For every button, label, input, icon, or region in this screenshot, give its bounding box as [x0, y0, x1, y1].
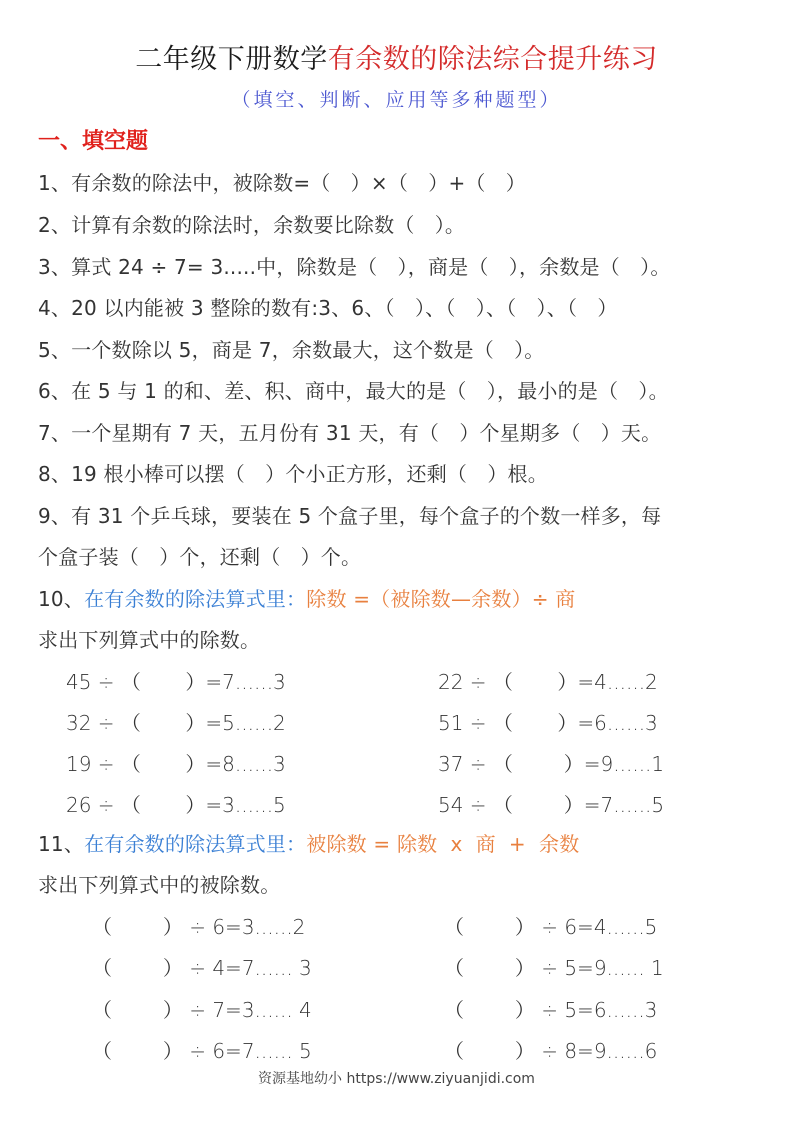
q11-equation-4: （ ） ÷ 6=7...... 5	[92, 1039, 312, 1063]
title-highlight: 有余数的除法综合提升练习	[327, 44, 658, 75]
question-8: 8、19 根小棒可以摆（ ）个小正方形，还剩（ ）根。	[38, 462, 548, 486]
q11-equation-1: （ ） ÷ 6=3......2	[92, 915, 306, 939]
question-5: 5、一个数除以 5，商是 7，余数最大，这个数是（ ）。	[38, 338, 545, 362]
q10-equation-1: 45 ÷ （ ）=7......3	[66, 670, 286, 694]
q10-equation-6: 51 ÷ （ ）=6......3	[438, 711, 658, 735]
q11-equation-2: （ ） ÷ 4=7...... 3	[92, 956, 312, 980]
q11-equation-5: （ ） ÷ 6=4......5	[444, 915, 658, 939]
page-subtitle: （填空、判断、应用等多种题型）	[231, 89, 562, 111]
question-4: 4、20 以内能被 3 整除的数有:3、6、（ ）、（ ）、（ ）、（ ）	[38, 296, 618, 320]
question-9-line-2: 个盒子装（ ）个，还剩（ ）个。	[38, 545, 362, 569]
question-1: 1、有余数的除法中，被除数=（ ）×（ ）+（ ）	[38, 171, 526, 195]
question-3: 3、算式 24 ÷ 7= 3.....中，除数是（ ），商是（ ），余数是（ ）。	[38, 255, 671, 279]
q11-formula: 被除数 = 除数 x 商 + 余数	[306, 832, 580, 856]
q10-equation-5: 22 ÷ （ ）=4......2	[438, 670, 658, 694]
q10-equation-2: 32 ÷ （ ）=5......2	[66, 711, 286, 735]
q11-number: 11、	[38, 832, 85, 856]
page-title	[0, 40, 793, 80]
question-6: 6、在 5 与 1 的和、差、积、商中，最大的是（ ），最小的是（ ）。	[38, 379, 669, 403]
q10-equation-3: 19 ÷ （ ）=8......3	[66, 752, 286, 776]
section-heading-fill-in: 一、填空题	[38, 129, 149, 154]
q11-equation-8: （ ） ÷ 8=9......6	[444, 1039, 658, 1063]
q11-equation-3: （ ） ÷ 7=3...... 4	[92, 998, 312, 1022]
question-7: 7、一个星期有 7 天，五月份有 31 天，有（ ）个星期多（ ）天。	[38, 421, 662, 445]
q11-equation-7: （ ） ÷ 5=6......3	[444, 998, 658, 1022]
q10-equation-4: 26 ÷ （ ）=3......5	[66, 793, 286, 817]
question-11-header	[38, 829, 579, 859]
q11-equation-6: （ ） ÷ 5=9...... 1	[444, 956, 664, 980]
question-10-header	[38, 584, 576, 614]
q10-formula: 除数 =（被除数—余数）÷ 商	[306, 587, 576, 611]
question-9-line-1: 9、有 31 个乒乓球，要装在 5 个盒子里，每个盒子的个数一样多，每	[38, 504, 662, 528]
q10-label: 在有余数的除法算式里：	[84, 587, 307, 611]
footer-watermark: 资源基地幼小 https://www.ziyuanjidi.com	[258, 1071, 535, 1087]
q11-instruction: 求出下列算式中的被除数。	[38, 873, 281, 897]
title-main: 二年级下册数学	[135, 44, 328, 75]
q10-instruction: 求出下列算式中的除数。	[38, 628, 261, 652]
question-2: 2、计算有余数的除法时，余数要比除数（ ）。	[38, 213, 466, 237]
q10-number: 10、	[38, 587, 85, 611]
q10-equation-8: 54 ÷ （ ）=7......5	[438, 793, 665, 817]
q10-equation-7: 37 ÷ （ ）=9......1	[438, 752, 665, 776]
q11-label: 在有余数的除法算式里：	[84, 832, 307, 856]
